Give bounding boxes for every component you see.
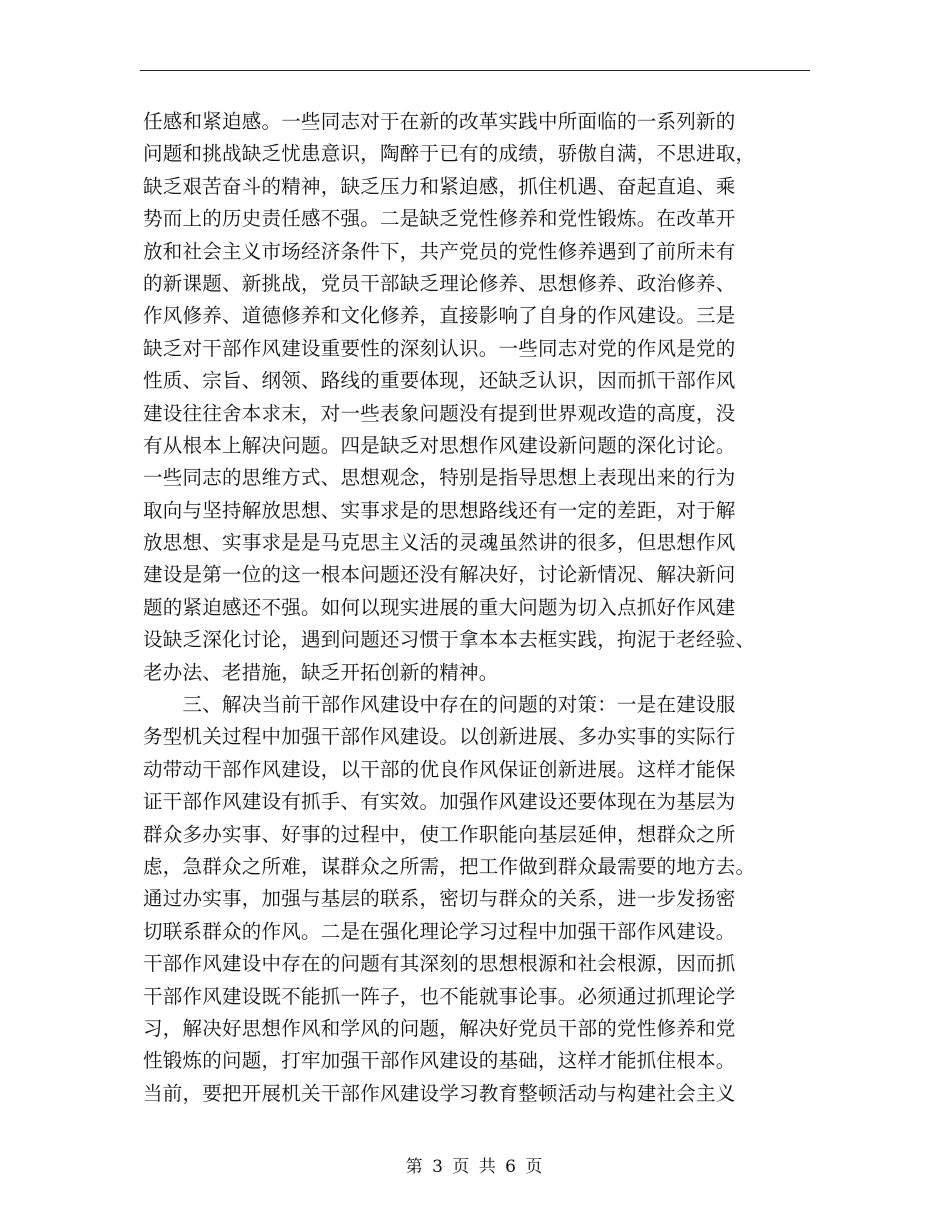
text-line: 有从根本上解决问题。四是缺乏对思想作风建设新问题的深化讨论。	[143, 433, 736, 457]
text-line: 的新课题、新挑战，党员干部缺乏理论修养、思想修养、政治修养、	[143, 271, 736, 295]
text-line: 当前，要把开展机关干部作风建设学习教育整顿活动与构建社会主义	[143, 1081, 736, 1105]
text-line: 证干部作风建设有抓手、有实效。加强作风建设还要体现在为基层为	[143, 790, 736, 814]
text-line: 群众多办实事、好事的过程中，使工作职能向基层延伸，想群众之所	[143, 822, 736, 846]
text-line: 建设是第一位的这一根本问题还没有解决好，讨论新情况、解决新问	[143, 563, 736, 587]
text-line: 缺乏艰苦奋斗的精神，缺乏压力和紧迫感，抓住机遇、奋起直追、乘	[143, 174, 736, 198]
text-line: 虑，急群众之所难，谋群众之所需，把工作做到群众最需要的地方去。	[143, 854, 756, 878]
text-line: 干部作风建设既不能抓一阵子，也不能就事论事。必须通过抓理论学	[143, 984, 736, 1008]
text-line: 问题和挑战缺乏忧患意识，陶醉于已有的成绩，骄傲自满，不思进取，	[143, 142, 756, 166]
text-line: 缺乏对干部作风建设重要性的深刻认识。一些同志对党的作风是党的	[143, 336, 736, 360]
text-line: 放思想、实事求是是马克思主义活的灵魂虽然讲的很多，但思想作风	[143, 531, 736, 555]
header-rule	[140, 70, 810, 71]
text-line: 题的紧迫感还不强。如何以现实进展的重大问题为切入点抓好作风建	[143, 595, 736, 619]
text-line: 设缺乏深化讨论，遇到问题还习惯于拿本本去框实践，拘泥于老经验、	[143, 628, 756, 652]
text-line: 取向与坚持解放思想、实事求是的思想路线还有一定的差距，对于解	[143, 498, 736, 522]
text-line: 老办法、老措施，缺乏开拓创新的精神。	[143, 660, 499, 684]
text-line: 三、解决当前干部作风建设中存在的问题的对策：一是在建设服	[143, 693, 736, 717]
text-line: 作风修养、道德修养和文化修养，直接影响了自身的作风建设。三是	[143, 304, 736, 328]
text-line: 性质、宗旨、纲领、路线的重要体现，还缺乏认识，因而抓干部作风	[143, 369, 736, 393]
text-line: 建设往往舍本求末，对一些表象问题没有提到世界观改造的高度，没	[143, 401, 736, 425]
text-line: 务型机关过程中加强干部作风建设。以创新进展、多办实事的实际行	[143, 725, 736, 749]
text-line: 习，解决好思想作风和学风的问题，解决好党员干部的党性修养和党	[143, 1016, 736, 1040]
body-text	[143, 106, 813, 1110]
text-line: 动带动干部作风建设，以干部的优良作风保证创新进展。这样才能保	[143, 757, 736, 781]
text-line: 一些同志的思维方式、思想观念，特别是指导思想上表现出来的行为	[143, 466, 736, 490]
text-line: 切联系群众的作风。二是在强化理论学习过程中加强干部作风建设。	[143, 919, 736, 943]
text-line: 任感和紧迫感。一些同志对于在新的改革实践中所面临的一系列新的	[143, 110, 736, 133]
text-line: 放和社会主义市场经济条件下，共产党员的党性修养遇到了前所未有	[143, 239, 736, 263]
text-line: 通过办实事，加强与基层的联系，密切与群众的关系，进一步发扬密	[143, 887, 736, 911]
text-line: 性锻炼的问题，打牢加强干部作风建设的基础，这样才能抓住根本。	[143, 1049, 736, 1073]
text-line: 势而上的历史责任感不强。二是缺乏党性修养和党性锻炼。在改革开	[143, 207, 736, 231]
text-line: 干部作风建设中存在的问题有其深刻的思想根源和社会根源，因而抓	[143, 952, 736, 976]
page-footer: 第 3 页 共 6 页	[405, 1157, 545, 1177]
